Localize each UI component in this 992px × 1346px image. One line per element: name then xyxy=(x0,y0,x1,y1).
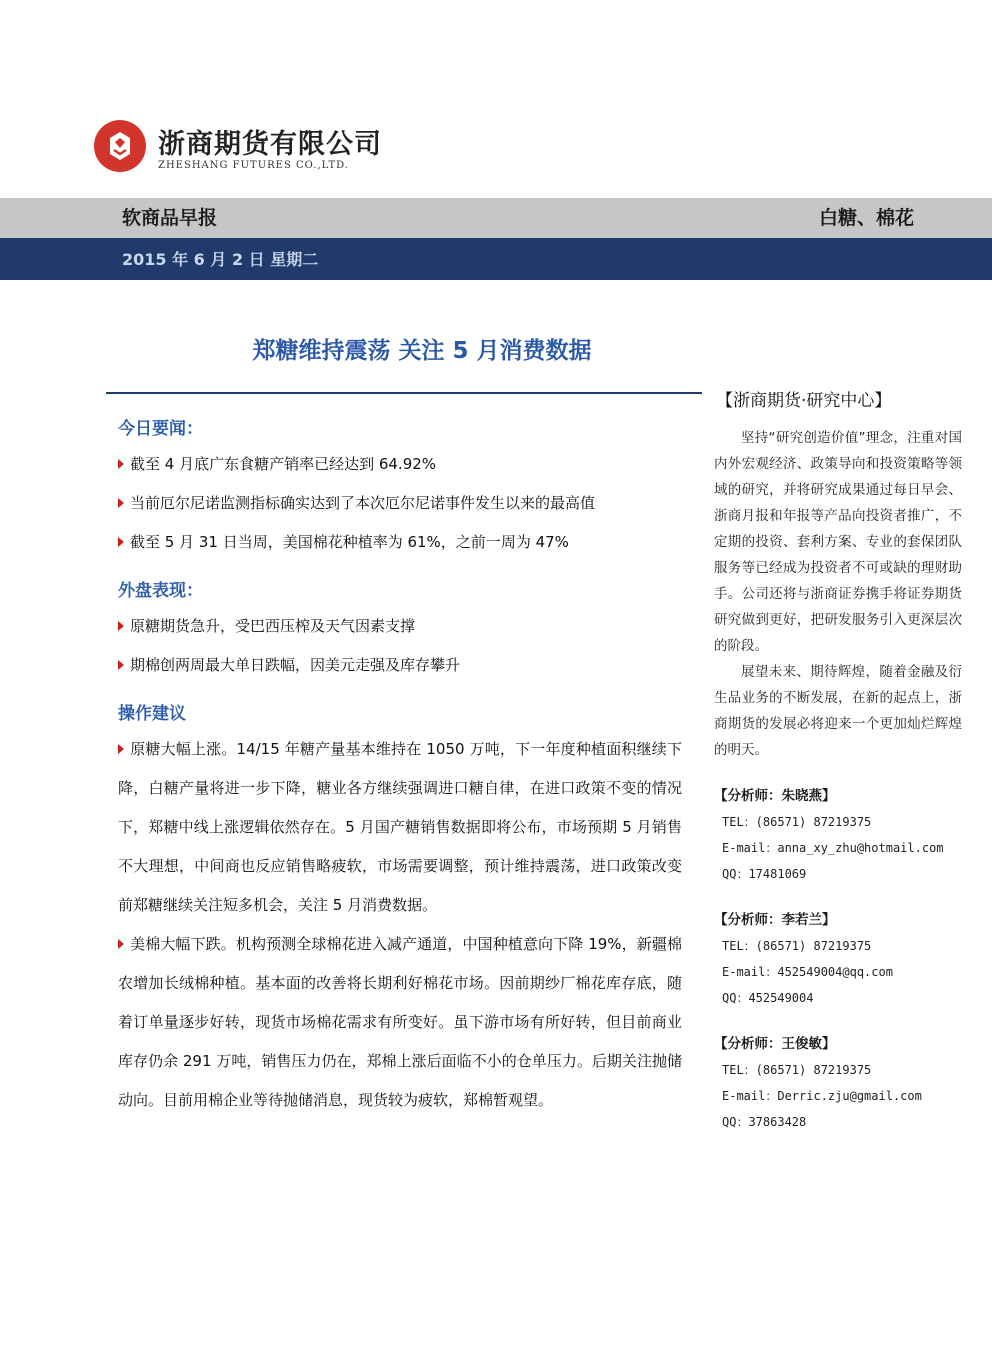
analyst-email[interactable]: E-mail：452549004@qq.com xyxy=(722,965,893,979)
analyst-email[interactable]: E-mail：Derric.zju@gmail.com xyxy=(722,1089,922,1103)
company-name-cn: 浙商期货有限公司 xyxy=(158,129,382,160)
analyst-name: 【分析师：李若兰】 xyxy=(714,912,836,928)
list-item: 原糖期货急升，受巴西压榨及天气因素支撑 xyxy=(118,607,682,646)
date-band xyxy=(0,238,992,280)
bullet-arrow-icon xyxy=(118,939,124,949)
company-emblem-icon xyxy=(92,118,148,174)
section-heading-news: 今日要闻： xyxy=(118,419,203,439)
analyst-card xyxy=(714,783,962,887)
bullet-arrow-icon xyxy=(118,537,124,547)
list-item: 期棉创两周最大单日跌幅，因美元走强及库存攀升 xyxy=(118,646,682,685)
analyst-qq: QQ：452549004 xyxy=(722,991,814,1005)
bullet-arrow-icon xyxy=(118,744,124,754)
analyst-name: 【分析师：朱晓燕】 xyxy=(714,788,836,804)
report-type-band xyxy=(0,198,992,238)
analyst-card xyxy=(714,907,962,1011)
advice-cotton: 美棉大幅下跌。机构预测全球棉花进入减产通道，中国种植意向下降 19%，新疆棉农增加长绒棉种植。基本面的改善将长期利好棉花市场。因前期纱厂棉花库存底，随着订单量逐步好转，现货市场棉花需求有所变好。虽下游市场有所好转，但目前商业库存仍余 291 万吨，销售压力仍在，郑棉上涨后面临不小的仓单压力。后期关注抛储动向。目前用棉企业等待抛储消息，现货较为疲软，郑棉暂观望。 xyxy=(118,935,682,1109)
bullet-arrow-icon xyxy=(118,660,124,670)
list-item: 当前厄尔尼诺监测指标确实达到了本次厄尔尼诺事件发生以来的最高值 xyxy=(118,484,682,523)
analyst-card xyxy=(714,1031,962,1135)
company-logo xyxy=(92,118,392,180)
report-date: 2015 年 6 月 2 日 星期二 xyxy=(122,250,319,269)
analyst-tel: TEL：(86571) 87219375 xyxy=(722,815,872,829)
analyst-tel: TEL：(86571) 87219375 xyxy=(722,939,872,953)
sidebar-title: 【浙商期货·研究中心】 xyxy=(716,391,892,411)
list-item: 截至 5 月 31 日当周，美国棉花种植率为 61%，之前一周为 47% xyxy=(118,523,682,562)
sidebar-outlook: 展望未来、期待辉煌，随着金融及衍生品业务的不断发展，在新的起点上，浙商期货的发展必将迎来一个更加灿烂辉煌的明天。 xyxy=(714,664,962,758)
list-item: 截至 4 月底广东食糖产销率已经达到 64.92% xyxy=(118,445,682,484)
company-name-en: ZHESHANG FUTURES CO.,LTD. xyxy=(158,160,349,171)
bullet-arrow-icon xyxy=(118,498,124,508)
report-type: 软商品早报 xyxy=(122,207,218,229)
analyst-email[interactable]: E-mail：anna_xy_zhu@hotmail.com xyxy=(722,841,944,855)
bullet-arrow-icon xyxy=(118,459,124,469)
analyst-name: 【分析师：王俊敏】 xyxy=(714,1036,836,1052)
bullet-arrow-icon xyxy=(118,621,124,631)
sidebar xyxy=(714,386,962,1135)
title-divider xyxy=(106,392,702,394)
page-title: 郑糖维持震荡 关注 5 月消费数据 xyxy=(252,338,592,364)
advice-sugar: 原糖大幅上涨。14/15 年糖产量基本维持在 1050 万吨，下一年度种植面积继续下降，白糖产量将进一步下降，糖业各方继续强调进口糖自律，在进口政策不变的情况下，郑糖中线上涨逻辑依然存在。5 月国产糖销售数据即将公布，市场预期 5 月销售不大理想，中间商也反应销售略疲软，市场需要调整，预计维持震荡，进口政策改变前郑糖继续关注短多机会，关注 5 月消费数据。 xyxy=(118,740,682,914)
main-content xyxy=(118,400,682,1120)
analyst-qq: QQ：17481069 xyxy=(722,867,807,881)
sidebar-intro: 坚持“研究创造价值”理念，注重对国内外宏观经济、政策导向和投资策略等领域的研究，并将研究成果通过每日早会、浙商月报和年报等产品向投资者推广，不定期的投资、套利方案、专业的套保团队服务等已经成为投资者不可或缺的理财助手。公司还将与浙商证券携手将证券期货研究做到更好，把研发服务引入更深层次的阶段。 xyxy=(714,430,962,654)
commodities: 白糖、棉花 xyxy=(818,207,914,229)
section-heading-advice: 操作建议 xyxy=(118,704,186,724)
analyst-tel: TEL：(86571) 87219375 xyxy=(722,1063,872,1077)
analyst-qq: QQ：37863428 xyxy=(722,1115,807,1129)
section-heading-overseas: 外盘表现： xyxy=(118,581,203,601)
